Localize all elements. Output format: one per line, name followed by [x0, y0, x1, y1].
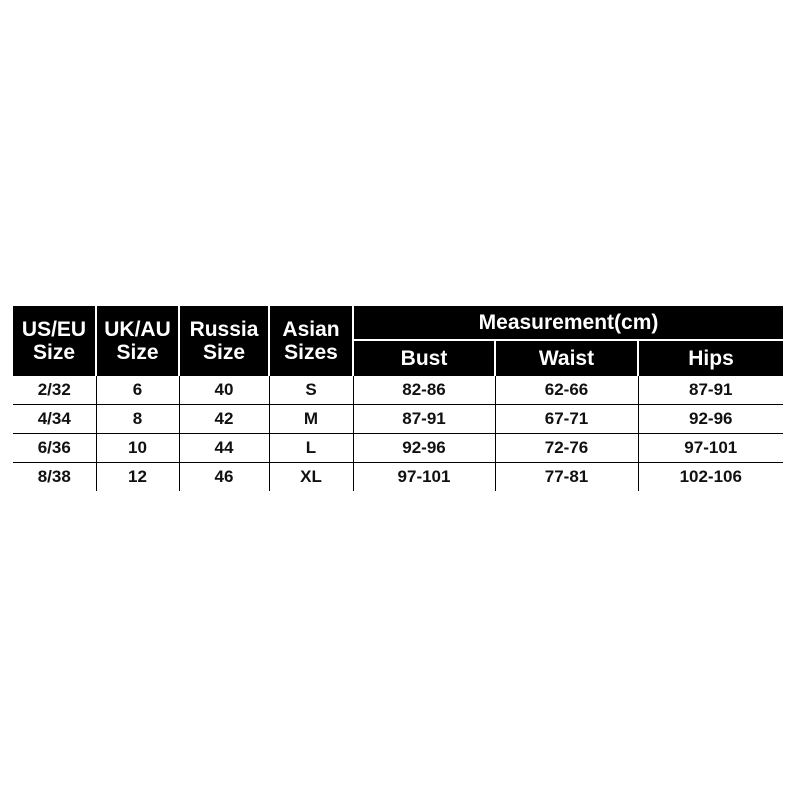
cell-russia: 44	[179, 434, 269, 463]
cell-asian: M	[269, 405, 353, 434]
header-bust: Bust	[353, 340, 495, 376]
cell-uk-au: 8	[96, 405, 179, 434]
header-line: Sizes	[284, 341, 338, 364]
cell-bust: 87-91	[353, 405, 495, 434]
cell-russia: 42	[179, 405, 269, 434]
cell-bust: 92-96	[353, 434, 495, 463]
cell-hips: 102-106	[638, 463, 783, 492]
cell-waist: 77-81	[495, 463, 638, 492]
header-line: Size	[32, 341, 76, 364]
header-hips: Hips	[638, 340, 783, 376]
cell-bust: 97-101	[353, 463, 495, 492]
cell-us-eu: 8/38	[37, 467, 71, 486]
table-row	[13, 463, 783, 492]
cell-uk-au: 12	[96, 463, 179, 492]
header-line: US/EU	[21, 317, 87, 341]
cell-us-eu: 6/36	[13, 434, 96, 463]
header-russia-size	[179, 306, 269, 376]
cell-asian: XL	[269, 463, 353, 492]
table-header	[13, 306, 783, 376]
table-row	[13, 434, 783, 463]
header-line: Asian	[282, 317, 340, 341]
cell-hips: 97-101	[638, 434, 783, 463]
cell-bust: 82-86	[353, 376, 495, 405]
cell-waist: 67-71	[495, 405, 638, 434]
header-line: Size	[116, 341, 159, 364]
cell-russia: 40	[179, 376, 269, 405]
header-us-eu-size	[13, 306, 96, 376]
header-line: Russia	[189, 317, 259, 341]
table-row	[13, 376, 783, 405]
cell-russia: 46	[179, 463, 269, 492]
cell-uk-au: 10	[96, 434, 179, 463]
cell-asian: L	[269, 434, 353, 463]
cell-hips: 87-91	[638, 376, 783, 405]
cell-hips: 92-96	[638, 405, 783, 434]
cell-asian: S	[269, 376, 353, 405]
size-chart-table	[13, 306, 783, 491]
header-measurement: Measurement(cm)	[353, 306, 783, 340]
header-line: UK/AU	[104, 317, 171, 341]
cell-waist: 72-76	[495, 434, 638, 463]
header-row	[13, 306, 783, 340]
cell-us-eu: 4/34	[13, 405, 96, 434]
header-asian-sizes	[269, 306, 353, 376]
table-row	[13, 405, 783, 434]
header-uk-au-size	[96, 306, 179, 376]
table-body	[13, 376, 783, 491]
cell-uk-au: 6	[96, 376, 179, 405]
header-waist: Waist	[495, 340, 638, 376]
cell-waist: 62-66	[495, 376, 638, 405]
cell-us-eu: 2/32	[13, 376, 96, 405]
header-line: Size	[202, 341, 246, 364]
